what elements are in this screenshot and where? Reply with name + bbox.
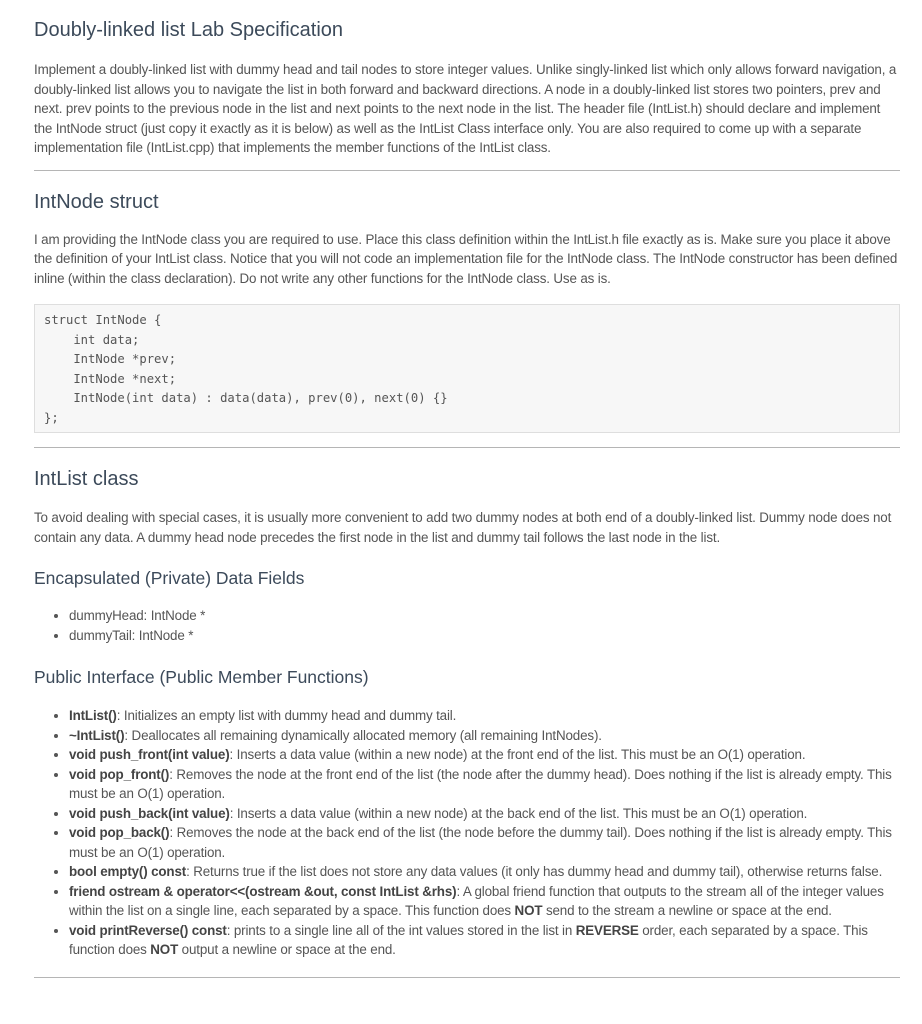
emphasis: REVERSE bbox=[575, 922, 639, 938]
function-signature: void printReverse() const bbox=[69, 922, 227, 938]
function-description: : Deallocates all remaining dynamically allocated memory (all remaining IntNodes). bbox=[124, 727, 602, 743]
function-description: : Inserts a data value (within a new node) at the back end of the list. This must be an O(1) operation. bbox=[229, 805, 808, 821]
emphasis: NOT bbox=[150, 942, 179, 957]
function-signature: void pop_front() bbox=[69, 766, 170, 782]
intnode-paragraph: I am providing the IntNode class you are required to use. Place this class definition within the IntList.h file exactly as is. Make sure you place it above the definition of your IntList class. Notice that you will not code an implementation file for the IntNode class. The IntNode constructor has been defined inline (within the class declaration). Do not write any other functions for the IntNode class. Use as is. bbox=[34, 231, 898, 286]
divider bbox=[34, 447, 900, 448]
function-description: : Removes the node at the front end of the list (the node after the dummy head). Does nothing if the list is already empty. This must be an O(1) operation. bbox=[69, 766, 892, 801]
list-item bbox=[69, 882, 900, 921]
function-signature: bool empty() const bbox=[69, 864, 187, 879]
list-item bbox=[69, 921, 900, 960]
function-signature: void pop_back() bbox=[69, 825, 170, 840]
function-description: : Initializes an empty list with dummy head and dummy tail. bbox=[116, 708, 457, 723]
list-item: • dummyHead: IntNode * bbox=[69, 606, 900, 626]
function-signature: friend ostream & operator<<(ostream &out, const IntList &rhs) bbox=[69, 883, 457, 899]
function-signature: ~IntList() bbox=[69, 727, 125, 743]
public-interface-heading: Public Interface (Public Member Functions) bbox=[34, 667, 369, 687]
function-signature: IntList() bbox=[69, 708, 117, 723]
list-item bbox=[69, 823, 900, 862]
list-item bbox=[69, 862, 900, 882]
intnode-heading: IntNode struct bbox=[34, 190, 159, 213]
intlist-heading: IntList class bbox=[34, 468, 139, 490]
divider bbox=[34, 977, 900, 978]
list-item bbox=[69, 745, 900, 765]
public-functions-list bbox=[34, 706, 900, 960]
list-item bbox=[69, 765, 900, 804]
divider bbox=[34, 170, 900, 171]
function-signature: void push_front(int value) bbox=[69, 747, 230, 762]
list-item bbox=[69, 726, 900, 746]
private-fields-list bbox=[34, 606, 900, 645]
intnode-code-block: struct IntNode { int data; IntNode *prev; IntNode *next; IntNode(int data) : data(data), prev(0), next(0) {} }; bbox=[34, 304, 900, 433]
function-signature: void push_back(int value) bbox=[69, 805, 230, 821]
function-description: : Inserts a data value (within a new node) at the front end of the list. This must be an O(1) operation. bbox=[229, 747, 806, 762]
list-item bbox=[69, 706, 900, 726]
private-fields-heading: Encapsulated (Private) Data Fields bbox=[34, 568, 305, 588]
intro-paragraph: Implement a doubly-linked list with dummy head and tail nodes to store integer values. Unlike singly-linked list which only allows forward navigation, a doubly-linked list allows you to navigate the list in both forward and backward directions. A node in a doubly-linked list stores two pointers, prev and next. prev points to the previous node in the list and next points to the next node in the list. The header file (IntList.h) should declare and implement the IntNode struct (just copy it exactly as it is below) as well as the IntList Class interface only. You are also required to come up with a separate implementation file (IntList.cpp) that implements the member functions of the IntList class. bbox=[34, 62, 897, 155]
list-item: • dummyTail: IntNode * bbox=[69, 626, 900, 646]
function-description: send to the stream a newline or space at the end. bbox=[542, 903, 832, 918]
function-description: : A global friend function that outputs to the stream all of the integer values within the list on a single line, each separated by a space. This function does bbox=[69, 883, 884, 918]
function-description: : Returns true if the list does not store any data values (it only has dummy head and dummy tail), otherwise returns false. bbox=[186, 864, 883, 879]
function-description: : Removes the node at the back end of the list (the node before the dummy tail). Does nothing if the list is already empty. This must be an O(1) operation. bbox=[69, 825, 892, 860]
function-description: : prints to a single line all of the int values stored in the list in bbox=[226, 922, 576, 938]
function-description: output a newline or space at the end. bbox=[178, 942, 396, 957]
intlist-paragraph: To avoid dealing with special cases, it is usually more convenient to add two dummy nodes at both end of a doubly-linked list. Dummy node does not contain any data. A dummy head node precedes the first node in the list and dummy tail follows the last node in the list. bbox=[34, 510, 892, 545]
emphasis: NOT bbox=[514, 903, 543, 918]
page-title: Doubly-linked list Lab Specification bbox=[34, 19, 344, 41]
list-item bbox=[69, 804, 900, 824]
function-description: order, each separated by a space. This function does bbox=[69, 922, 868, 957]
